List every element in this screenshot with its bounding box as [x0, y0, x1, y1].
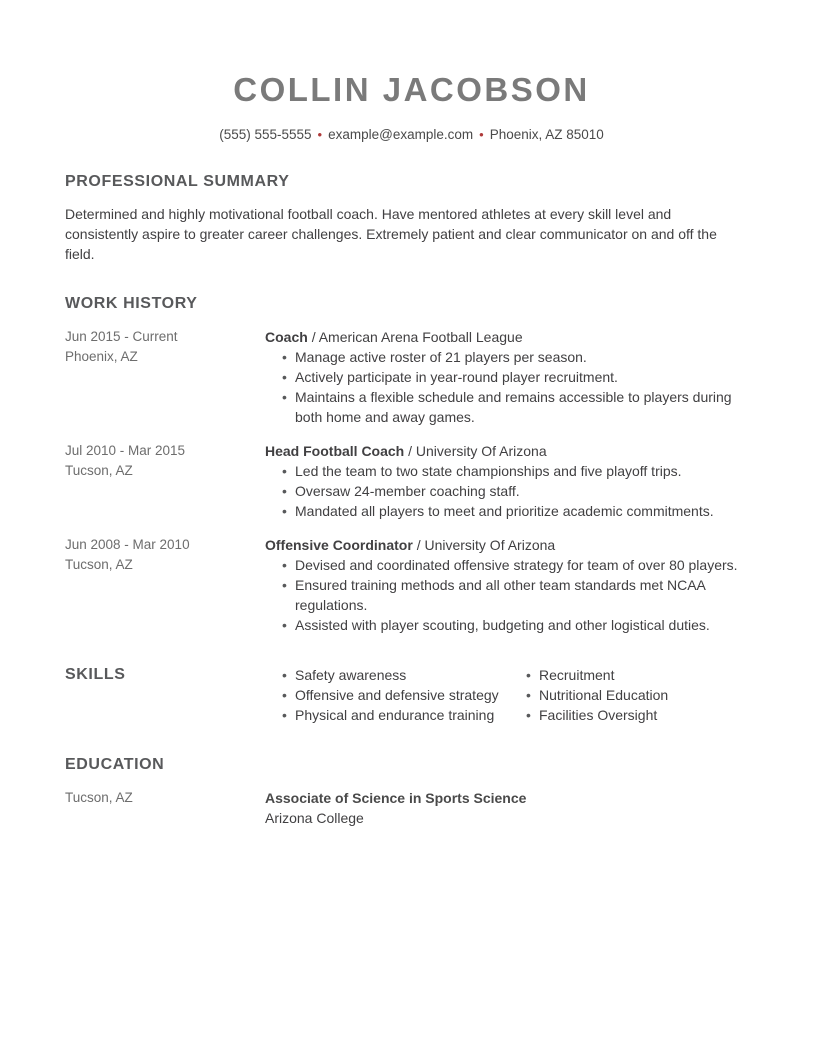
job-company: / University Of Arizona — [408, 443, 547, 460]
section-work-history — [65, 294, 758, 635]
summary-section-title: PROFESSIONAL SUMMARY — [65, 173, 290, 191]
email-address: example@example.com — [328, 127, 474, 143]
job-bullet: • Mandated all players to meet and prioritize academic commitments. — [265, 501, 758, 521]
job-dates-location — [65, 535, 265, 575]
phone-number: (555) 555-5555 — [219, 127, 312, 143]
skills-section-title: SKILLS — [65, 666, 126, 684]
education-details — [265, 788, 758, 828]
work-history-rows — [65, 327, 758, 635]
job-entry — [65, 441, 758, 521]
job-dates-location — [65, 441, 265, 481]
education-location: Tucson, AZ — [65, 790, 133, 806]
education-entry — [65, 788, 758, 828]
mailing-address: Phoenix, AZ 85010 — [489, 127, 604, 143]
job-bullet: • Ensured training methods and all other team standards met NCAA regulations. — [265, 575, 758, 615]
job-details — [265, 535, 758, 635]
job-dates: Jul 2010 - Mar 2015 — [65, 443, 186, 459]
job-bullet: • Manage active roster of 21 players per season. — [265, 347, 758, 367]
job-entry — [65, 327, 758, 427]
job-title — [265, 535, 758, 555]
section-education — [65, 755, 758, 828]
skills-list-right — [509, 665, 758, 725]
job-bullet: • Maintains a flexible schedule and remains accessible to players during both home and away games. — [265, 387, 758, 427]
job-title — [265, 441, 758, 461]
section-professional-summary — [65, 172, 758, 264]
job-company: / University Of Arizona — [416, 537, 556, 554]
job-dates-location — [65, 327, 265, 367]
job-bullet: • Led the team to two state championships and five playoff trips. — [265, 461, 758, 481]
job-details — [265, 327, 758, 427]
job-location: Phoenix, AZ — [65, 349, 138, 365]
skill-item: • Recruitment — [509, 665, 758, 685]
work-history-section-title: WORK HISTORY — [65, 295, 198, 313]
skill-item: • Physical and endurance training — [265, 705, 509, 725]
skills-columns — [265, 665, 758, 725]
job-company: / American Arena Football League — [311, 329, 523, 346]
job-title — [265, 327, 758, 347]
job-bullet-list — [265, 461, 758, 521]
skill-item: • Nutritional Education — [509, 685, 758, 705]
job-details — [265, 441, 758, 521]
skill-item: • Facilities Oversight — [509, 705, 758, 725]
job-location: Tucson, AZ — [65, 463, 133, 479]
job-entry — [65, 535, 758, 635]
education-degree: Associate of Science in Sports Science — [265, 790, 527, 807]
job-dates: Jun 2015 - Current — [65, 329, 178, 345]
person-name: COLLIN JACOBSON — [233, 71, 590, 108]
job-dates: Jun 2008 - Mar 2010 — [65, 537, 190, 553]
skill-item: • Safety awareness — [265, 665, 509, 685]
contact-info — [65, 127, 758, 142]
contact-separator-dot: • — [317, 127, 323, 143]
summary-text: Determined and highly motivational football coach. Have mentored athletes at every skill level and consistently aspire to greater career challenges. Extremely patient and clear communicator on and off the field. — [65, 206, 717, 263]
job-bullet-list — [265, 555, 758, 635]
job-location: Tucson, AZ — [65, 557, 133, 573]
job-role: Head Football Coach — [265, 443, 405, 460]
job-bullet: • Actively participate in year-round player recruitment. — [265, 367, 758, 387]
job-role: Coach — [265, 329, 308, 346]
job-bullet: • Assisted with player scouting, budgeting and other logistical duties. — [265, 615, 758, 635]
skills-list-left — [265, 665, 509, 725]
job-bullet-list — [265, 347, 758, 427]
contact-separator-dot: • — [479, 127, 484, 143]
job-bullet: • Oversaw 24-member coaching staff. — [265, 481, 758, 501]
job-role: Offensive Coordinator — [265, 537, 413, 554]
job-bullet: • Devised and coordinated offensive strategy for team of over 80 players. — [265, 555, 758, 575]
skills-title-column — [65, 665, 265, 685]
education-section-title: EDUCATION — [65, 756, 165, 774]
skill-item: • Offensive and defensive strategy — [265, 685, 509, 705]
education-school: Arizona College — [265, 810, 364, 827]
section-skills — [65, 665, 758, 725]
